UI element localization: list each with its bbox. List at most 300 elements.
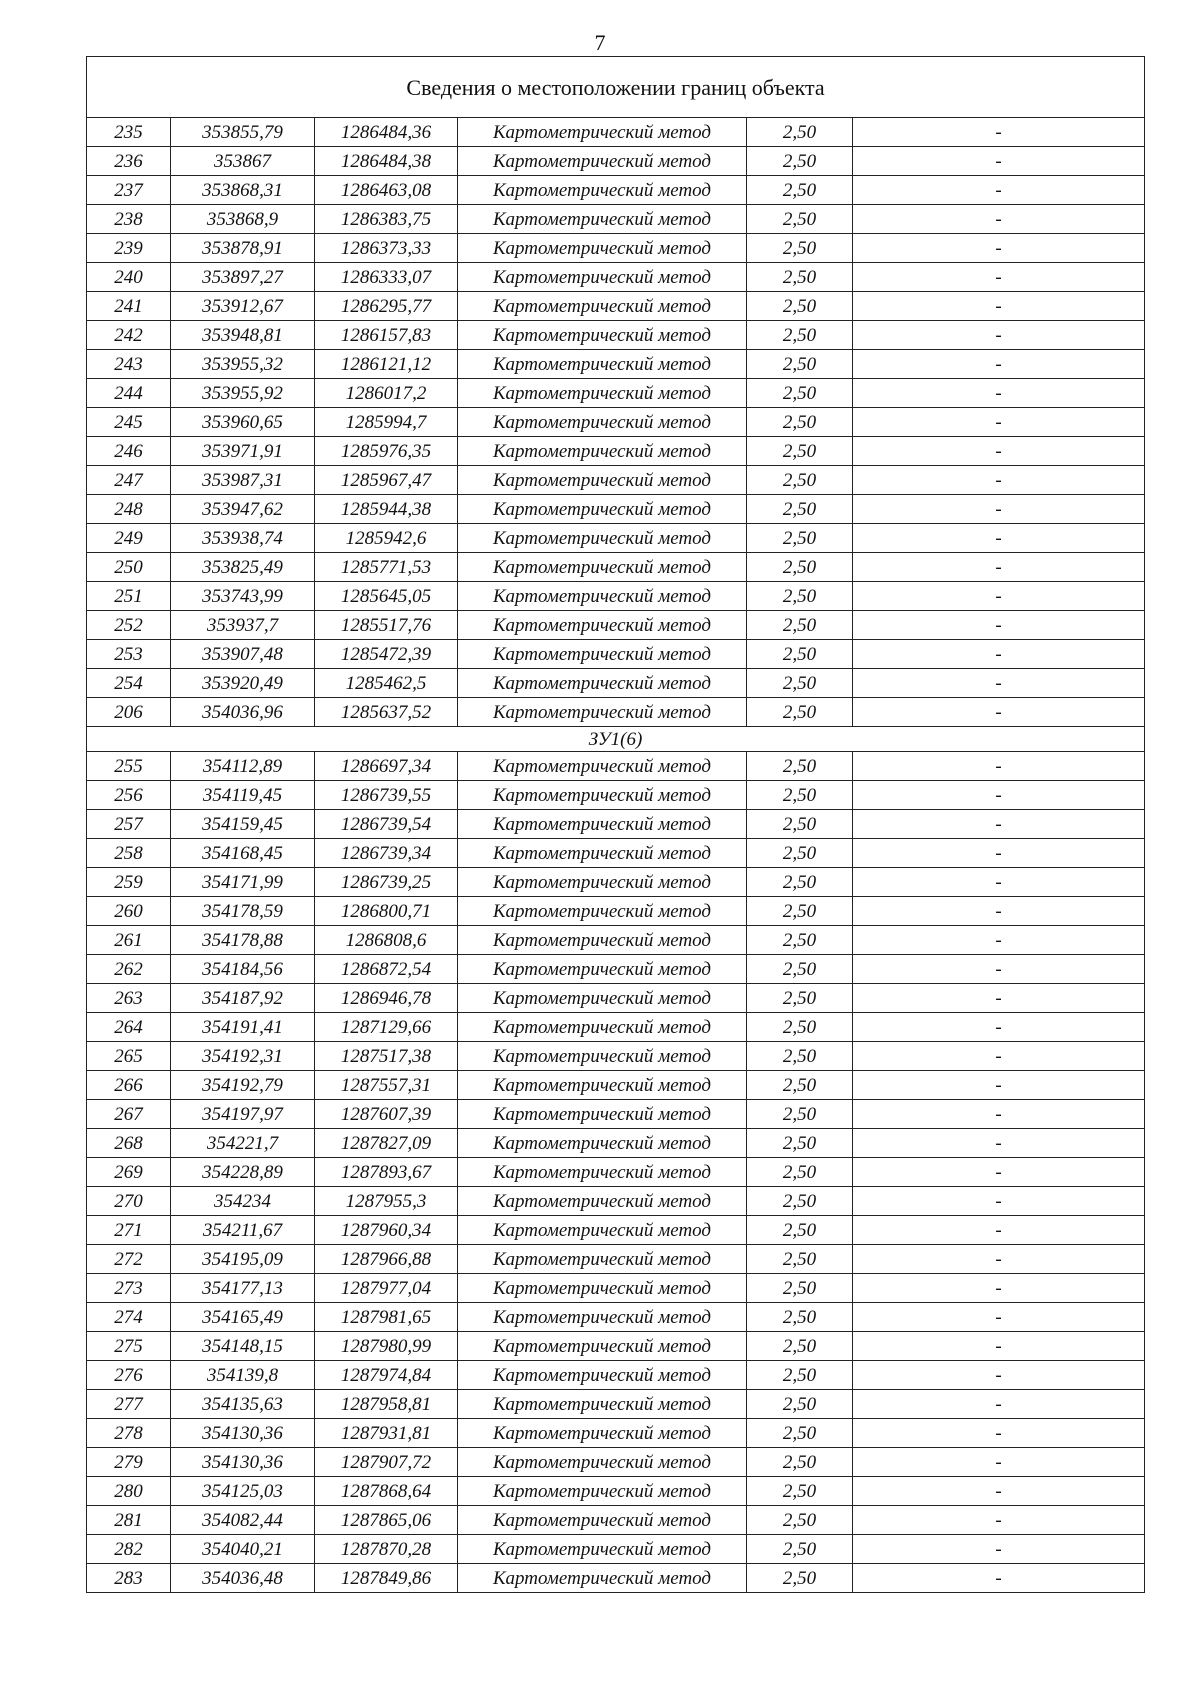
table-row: [87, 495, 1145, 524]
y-coordinate-cell: 1287955,3: [315, 1187, 458, 1216]
point-number-cell: 264: [87, 1013, 171, 1042]
method-cell: Картометрический метод: [458, 839, 747, 868]
y-coordinate-cell: 1285517,76: [315, 611, 458, 640]
x-coordinate-cell: 354184,56: [171, 955, 315, 984]
table-row: [87, 118, 1145, 147]
method-cell: Картометрический метод: [458, 379, 747, 408]
accuracy-cell: 2,50: [747, 234, 853, 263]
accuracy-cell: 2,50: [747, 781, 853, 810]
y-coordinate-cell: 1287517,38: [315, 1042, 458, 1071]
y-coordinate-cell: 1286739,54: [315, 810, 458, 839]
table-row: [87, 1332, 1145, 1361]
method-cell: Картометрический метод: [458, 810, 747, 839]
y-coordinate-cell: 1286157,83: [315, 321, 458, 350]
table-row: [87, 752, 1145, 781]
point-number-cell: 267: [87, 1100, 171, 1129]
method-cell: Картометрический метод: [458, 1390, 747, 1419]
table-row: [87, 897, 1145, 926]
y-coordinate-cell: 1286383,75: [315, 205, 458, 234]
x-coordinate-cell: 354192,79: [171, 1071, 315, 1100]
y-coordinate-cell: 1286739,55: [315, 781, 458, 810]
accuracy-cell: 2,50: [747, 1564, 853, 1593]
accuracy-cell: 2,50: [747, 1071, 853, 1100]
table-row: [87, 1419, 1145, 1448]
method-cell: Картометрический метод: [458, 1187, 747, 1216]
note-cell: -: [853, 669, 1145, 698]
x-coordinate-cell: 353868,31: [171, 176, 315, 205]
point-number-cell: 243: [87, 350, 171, 379]
x-coordinate-cell: 353987,31: [171, 466, 315, 495]
table-row: [87, 1071, 1145, 1100]
y-coordinate-cell: 1286373,33: [315, 234, 458, 263]
note-cell: -: [853, 234, 1145, 263]
note-cell: -: [853, 205, 1145, 234]
method-cell: Картометрический метод: [458, 669, 747, 698]
x-coordinate-cell: 353955,32: [171, 350, 315, 379]
point-number-cell: 248: [87, 495, 171, 524]
point-number-cell: 258: [87, 839, 171, 868]
point-number-cell: 252: [87, 611, 171, 640]
table-row: [87, 868, 1145, 897]
note-cell: -: [853, 147, 1145, 176]
point-number-cell: 262: [87, 955, 171, 984]
table-row: [87, 1448, 1145, 1477]
table-row: [87, 1477, 1145, 1506]
note-cell: -: [853, 1448, 1145, 1477]
x-coordinate-cell: 353897,27: [171, 263, 315, 292]
note-cell: -: [853, 1100, 1145, 1129]
method-cell: Картометрический метод: [458, 495, 747, 524]
point-number-cell: 278: [87, 1419, 171, 1448]
x-coordinate-cell: 353960,65: [171, 408, 315, 437]
method-cell: Картометрический метод: [458, 1013, 747, 1042]
note-cell: -: [853, 176, 1145, 205]
point-number-cell: 265: [87, 1042, 171, 1071]
method-cell: Картометрический метод: [458, 1361, 747, 1390]
accuracy-cell: 2,50: [747, 1187, 853, 1216]
point-number-cell: 270: [87, 1187, 171, 1216]
accuracy-cell: 2,50: [747, 1448, 853, 1477]
y-coordinate-cell: 1285472,39: [315, 640, 458, 669]
method-cell: Картометрический метод: [458, 1071, 747, 1100]
note-cell: -: [853, 1361, 1145, 1390]
point-number-cell: 273: [87, 1274, 171, 1303]
x-coordinate-cell: 354130,36: [171, 1419, 315, 1448]
y-coordinate-cell: 1287958,81: [315, 1390, 458, 1419]
note-cell: -: [853, 1274, 1145, 1303]
method-cell: Картометрический метод: [458, 176, 747, 205]
point-number-cell: 238: [87, 205, 171, 234]
method-cell: Картометрический метод: [458, 1448, 747, 1477]
note-cell: -: [853, 1071, 1145, 1100]
x-coordinate-cell: 354228,89: [171, 1158, 315, 1187]
point-number-cell: 245: [87, 408, 171, 437]
table-row: [87, 1390, 1145, 1419]
table-row: [87, 437, 1145, 466]
method-cell: Картометрический метод: [458, 321, 747, 350]
method-cell: Картометрический метод: [458, 1564, 747, 1593]
table-row: [87, 553, 1145, 582]
y-coordinate-cell: 1285994,7: [315, 408, 458, 437]
point-number-cell: 241: [87, 292, 171, 321]
accuracy-cell: 2,50: [747, 1100, 853, 1129]
method-cell: Картометрический метод: [458, 408, 747, 437]
y-coordinate-cell: 1287931,81: [315, 1419, 458, 1448]
accuracy-cell: 2,50: [747, 466, 853, 495]
y-coordinate-cell: 1287865,06: [315, 1506, 458, 1535]
y-coordinate-cell: 1285976,35: [315, 437, 458, 466]
point-number-cell: 275: [87, 1332, 171, 1361]
point-number-cell: 253: [87, 640, 171, 669]
x-coordinate-cell: 353867: [171, 147, 315, 176]
note-cell: -: [853, 321, 1145, 350]
table-row: [87, 147, 1145, 176]
method-cell: Картометрический метод: [458, 350, 747, 379]
method-cell: Картометрический метод: [458, 752, 747, 781]
point-number-cell: 247: [87, 466, 171, 495]
y-coordinate-cell: 1285942,6: [315, 524, 458, 553]
x-coordinate-cell: 354195,09: [171, 1245, 315, 1274]
y-coordinate-cell: 1285771,53: [315, 553, 458, 582]
note-cell: -: [853, 984, 1145, 1013]
accuracy-cell: 2,50: [747, 408, 853, 437]
table-row: [87, 466, 1145, 495]
table-row: [87, 698, 1145, 727]
y-coordinate-cell: 1287607,39: [315, 1100, 458, 1129]
note-cell: -: [853, 1303, 1145, 1332]
accuracy-cell: 2,50: [747, 611, 853, 640]
y-coordinate-cell: 1287977,04: [315, 1274, 458, 1303]
method-cell: Картометрический метод: [458, 1216, 747, 1245]
point-number-cell: 239: [87, 234, 171, 263]
x-coordinate-cell: 354197,97: [171, 1100, 315, 1129]
y-coordinate-cell: 1286484,36: [315, 118, 458, 147]
accuracy-cell: 2,50: [747, 205, 853, 234]
method-cell: Картометрический метод: [458, 1303, 747, 1332]
accuracy-cell: 2,50: [747, 669, 853, 698]
y-coordinate-cell: 1285462,5: [315, 669, 458, 698]
note-cell: -: [853, 1477, 1145, 1506]
accuracy-cell: 2,50: [747, 1013, 853, 1042]
point-number-cell: 272: [87, 1245, 171, 1274]
table-row: [87, 292, 1145, 321]
accuracy-cell: 2,50: [747, 176, 853, 205]
point-number-cell: 236: [87, 147, 171, 176]
table-row: [87, 1506, 1145, 1535]
y-coordinate-cell: 1287893,67: [315, 1158, 458, 1187]
table-row: [87, 379, 1145, 408]
accuracy-cell: 2,50: [747, 524, 853, 553]
table-row: [87, 321, 1145, 350]
method-cell: Картометрический метод: [458, 553, 747, 582]
note-cell: -: [853, 553, 1145, 582]
note-cell: -: [853, 897, 1145, 926]
accuracy-cell: 2,50: [747, 868, 853, 897]
table-row: [87, 1245, 1145, 1274]
y-coordinate-cell: 1285637,52: [315, 698, 458, 727]
table-row: [87, 640, 1145, 669]
method-cell: Картометрический метод: [458, 698, 747, 727]
x-coordinate-cell: 354082,44: [171, 1506, 315, 1535]
y-coordinate-cell: 1287907,72: [315, 1448, 458, 1477]
table-row: [87, 1158, 1145, 1187]
note-cell: -: [853, 1042, 1145, 1071]
coordinates-table: [86, 56, 1145, 1593]
y-coordinate-cell: 1287827,09: [315, 1129, 458, 1158]
table-row: [87, 1042, 1145, 1071]
accuracy-cell: 2,50: [747, 984, 853, 1013]
note-cell: -: [853, 118, 1145, 147]
note-cell: -: [853, 1506, 1145, 1535]
accuracy-cell: 2,50: [747, 897, 853, 926]
x-coordinate-cell: 354139,8: [171, 1361, 315, 1390]
note-cell: -: [853, 263, 1145, 292]
method-cell: Картометрический метод: [458, 611, 747, 640]
y-coordinate-cell: 1287980,99: [315, 1332, 458, 1361]
table-row: [87, 350, 1145, 379]
method-cell: Картометрический метод: [458, 1506, 747, 1535]
accuracy-cell: 2,50: [747, 1332, 853, 1361]
x-coordinate-cell: 353938,74: [171, 524, 315, 553]
x-coordinate-cell: 354211,67: [171, 1216, 315, 1245]
x-coordinate-cell: 354192,31: [171, 1042, 315, 1071]
x-coordinate-cell: 353907,48: [171, 640, 315, 669]
y-coordinate-cell: 1286697,34: [315, 752, 458, 781]
point-number-cell: 206: [87, 698, 171, 727]
table-row: [87, 984, 1145, 1013]
method-cell: Картометрический метод: [458, 1129, 747, 1158]
point-number-cell: 271: [87, 1216, 171, 1245]
point-number-cell: 266: [87, 1071, 171, 1100]
point-number-cell: 257: [87, 810, 171, 839]
table-row: [87, 234, 1145, 263]
note-cell: -: [853, 379, 1145, 408]
method-cell: Картометрический метод: [458, 897, 747, 926]
y-coordinate-cell: 1287557,31: [315, 1071, 458, 1100]
point-number-cell: 249: [87, 524, 171, 553]
x-coordinate-cell: 354135,63: [171, 1390, 315, 1419]
method-cell: Картометрический метод: [458, 984, 747, 1013]
method-cell: Картометрический метод: [458, 955, 747, 984]
y-coordinate-cell: 1286333,07: [315, 263, 458, 292]
y-coordinate-cell: 1286872,54: [315, 955, 458, 984]
x-coordinate-cell: 353912,67: [171, 292, 315, 321]
y-coordinate-cell: 1286946,78: [315, 984, 458, 1013]
note-cell: -: [853, 1419, 1145, 1448]
x-coordinate-cell: 353955,92: [171, 379, 315, 408]
table-row: [87, 1129, 1145, 1158]
accuracy-cell: 2,50: [747, 926, 853, 955]
y-coordinate-cell: 1285944,38: [315, 495, 458, 524]
note-cell: -: [853, 1390, 1145, 1419]
y-coordinate-cell: 1286295,77: [315, 292, 458, 321]
point-number-cell: 255: [87, 752, 171, 781]
note-cell: -: [853, 524, 1145, 553]
accuracy-cell: 2,50: [747, 752, 853, 781]
y-coordinate-cell: 1286739,34: [315, 839, 458, 868]
table-row: [87, 176, 1145, 205]
y-coordinate-cell: 1287868,64: [315, 1477, 458, 1506]
note-cell: -: [853, 1535, 1145, 1564]
table-title-row: [87, 57, 1145, 118]
note-cell: -: [853, 495, 1145, 524]
note-cell: -: [853, 752, 1145, 781]
point-number-cell: 280: [87, 1477, 171, 1506]
method-cell: Картометрический метод: [458, 1042, 747, 1071]
x-coordinate-cell: 354036,48: [171, 1564, 315, 1593]
accuracy-cell: 2,50: [747, 1390, 853, 1419]
accuracy-cell: 2,50: [747, 582, 853, 611]
table-row: [87, 1361, 1145, 1390]
note-cell: -: [853, 955, 1145, 984]
accuracy-cell: 2,50: [747, 1535, 853, 1564]
x-coordinate-cell: 354165,49: [171, 1303, 315, 1332]
accuracy-cell: 2,50: [747, 1419, 853, 1448]
accuracy-cell: 2,50: [747, 1216, 853, 1245]
table-row: [87, 955, 1145, 984]
note-cell: -: [853, 582, 1145, 611]
table-row: [87, 408, 1145, 437]
accuracy-cell: 2,50: [747, 640, 853, 669]
note-cell: -: [853, 1245, 1145, 1274]
note-cell: -: [853, 781, 1145, 810]
section-label: ЗУ1(6): [87, 727, 1145, 752]
point-number-cell: 269: [87, 1158, 171, 1187]
y-coordinate-cell: 1286017,2: [315, 379, 458, 408]
accuracy-cell: 2,50: [747, 1477, 853, 1506]
method-cell: Картометрический метод: [458, 1332, 747, 1361]
point-number-cell: 274: [87, 1303, 171, 1332]
table-row: [87, 839, 1145, 868]
point-number-cell: 235: [87, 118, 171, 147]
accuracy-cell: 2,50: [747, 1129, 853, 1158]
method-cell: Картометрический метод: [458, 263, 747, 292]
x-coordinate-cell: 353948,81: [171, 321, 315, 350]
method-cell: Картометрический метод: [458, 1274, 747, 1303]
point-number-cell: 244: [87, 379, 171, 408]
note-cell: -: [853, 1187, 1145, 1216]
method-cell: Картометрический метод: [458, 926, 747, 955]
method-cell: Картометрический метод: [458, 781, 747, 810]
y-coordinate-cell: 1287870,28: [315, 1535, 458, 1564]
table-row: [87, 810, 1145, 839]
accuracy-cell: 2,50: [747, 437, 853, 466]
x-coordinate-cell: 354036,96: [171, 698, 315, 727]
method-cell: Картометрический метод: [458, 205, 747, 234]
table-row: [87, 611, 1145, 640]
note-cell: -: [853, 810, 1145, 839]
accuracy-cell: 2,50: [747, 1158, 853, 1187]
method-cell: Картометрический метод: [458, 524, 747, 553]
y-coordinate-cell: 1286739,25: [315, 868, 458, 897]
accuracy-cell: 2,50: [747, 955, 853, 984]
note-cell: -: [853, 437, 1145, 466]
note-cell: -: [853, 408, 1145, 437]
accuracy-cell: 2,50: [747, 379, 853, 408]
method-cell: Картометрический метод: [458, 234, 747, 263]
table-row: [87, 669, 1145, 698]
x-coordinate-cell: 353920,49: [171, 669, 315, 698]
y-coordinate-cell: 1287129,66: [315, 1013, 458, 1042]
accuracy-cell: 2,50: [747, 292, 853, 321]
method-cell: Картометрический метод: [458, 147, 747, 176]
note-cell: -: [853, 1158, 1145, 1187]
y-coordinate-cell: 1286121,12: [315, 350, 458, 379]
accuracy-cell: 2,50: [747, 1506, 853, 1535]
x-coordinate-cell: 354221,7: [171, 1129, 315, 1158]
x-coordinate-cell: 353743,99: [171, 582, 315, 611]
note-cell: -: [853, 1129, 1145, 1158]
x-coordinate-cell: 354178,88: [171, 926, 315, 955]
y-coordinate-cell: 1286463,08: [315, 176, 458, 205]
point-number-cell: 282: [87, 1535, 171, 1564]
accuracy-cell: 2,50: [747, 1361, 853, 1390]
table-row: [87, 1100, 1145, 1129]
x-coordinate-cell: 353825,49: [171, 553, 315, 582]
table-row: [87, 524, 1145, 553]
accuracy-cell: 2,50: [747, 839, 853, 868]
table-title: Сведения о местоположении границ объекта: [87, 57, 1145, 118]
point-number-cell: 259: [87, 868, 171, 897]
x-coordinate-cell: 354159,45: [171, 810, 315, 839]
x-coordinate-cell: 353855,79: [171, 118, 315, 147]
note-cell: -: [853, 839, 1145, 868]
point-number-cell: 281: [87, 1506, 171, 1535]
note-cell: -: [853, 698, 1145, 727]
x-coordinate-cell: 354130,36: [171, 1448, 315, 1477]
table-row: [87, 1564, 1145, 1593]
y-coordinate-cell: 1287849,86: [315, 1564, 458, 1593]
x-coordinate-cell: 354234: [171, 1187, 315, 1216]
point-number-cell: 277: [87, 1390, 171, 1419]
y-coordinate-cell: 1287966,88: [315, 1245, 458, 1274]
accuracy-cell: 2,50: [747, 1303, 853, 1332]
accuracy-cell: 2,50: [747, 698, 853, 727]
page-number: 7: [594, 30, 606, 55]
x-coordinate-cell: 354148,15: [171, 1332, 315, 1361]
coordinates-table-body: [87, 57, 1145, 1593]
table-row: [87, 263, 1145, 292]
point-number-cell: 251: [87, 582, 171, 611]
note-cell: -: [853, 1332, 1145, 1361]
note-cell: -: [853, 292, 1145, 321]
accuracy-cell: 2,50: [747, 118, 853, 147]
point-number-cell: 279: [87, 1448, 171, 1477]
method-cell: Картометрический метод: [458, 1100, 747, 1129]
method-cell: Картометрический метод: [458, 466, 747, 495]
table-row: [87, 582, 1145, 611]
table-row: [87, 1303, 1145, 1332]
method-cell: Картометрический метод: [458, 1158, 747, 1187]
point-number-cell: 240: [87, 263, 171, 292]
x-coordinate-cell: 354112,89: [171, 752, 315, 781]
x-coordinate-cell: 354040,21: [171, 1535, 315, 1564]
x-coordinate-cell: 354171,99: [171, 868, 315, 897]
y-coordinate-cell: 1287960,34: [315, 1216, 458, 1245]
note-cell: -: [853, 611, 1145, 640]
point-number-cell: 263: [87, 984, 171, 1013]
point-number-cell: 246: [87, 437, 171, 466]
method-cell: Картометрический метод: [458, 1477, 747, 1506]
note-cell: -: [853, 868, 1145, 897]
point-number-cell: 268: [87, 1129, 171, 1158]
point-number-cell: 276: [87, 1361, 171, 1390]
method-cell: Картометрический метод: [458, 582, 747, 611]
y-coordinate-cell: 1286484,38: [315, 147, 458, 176]
accuracy-cell: 2,50: [747, 495, 853, 524]
point-number-cell: 254: [87, 669, 171, 698]
x-coordinate-cell: 353878,91: [171, 234, 315, 263]
